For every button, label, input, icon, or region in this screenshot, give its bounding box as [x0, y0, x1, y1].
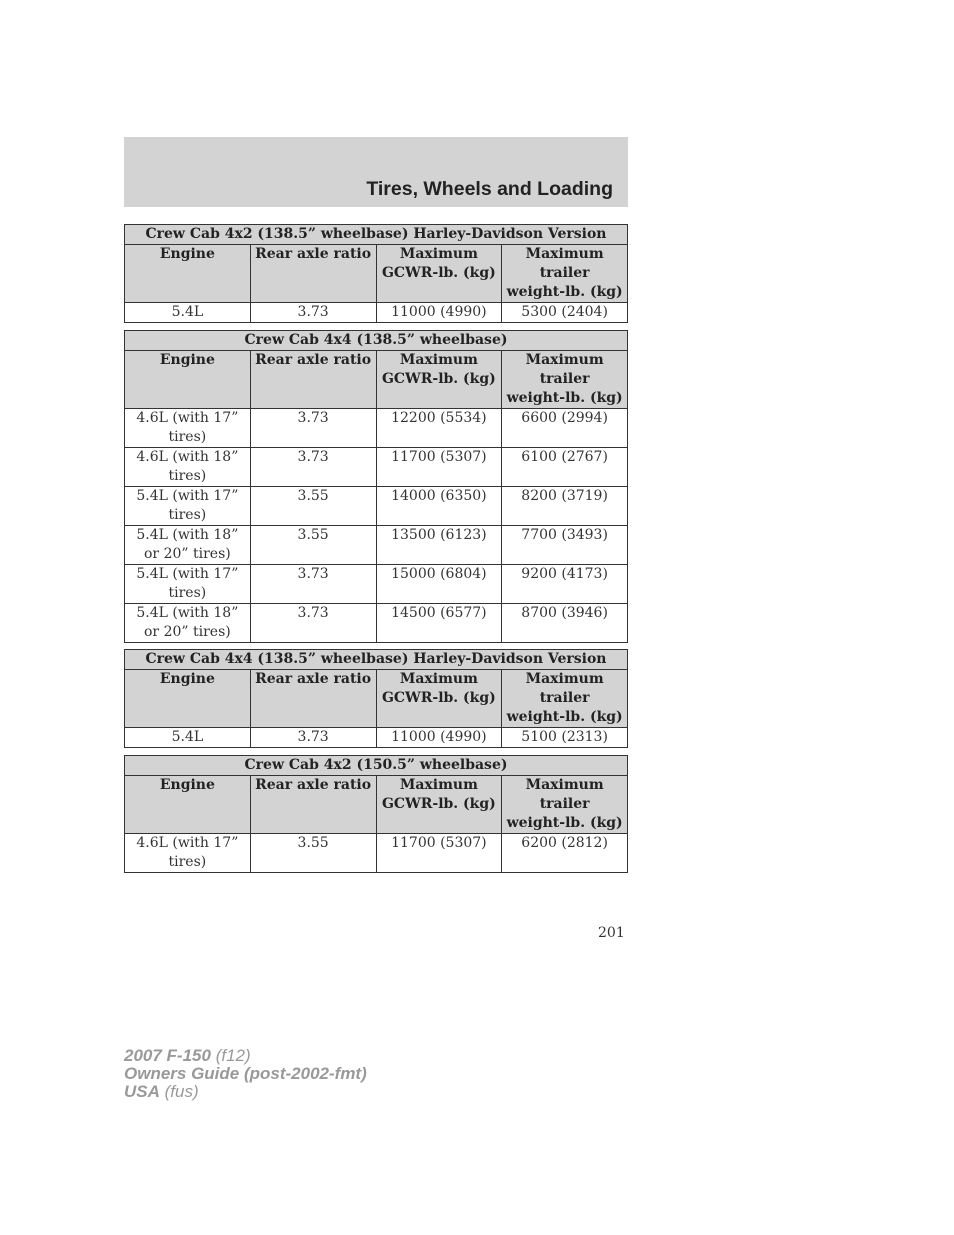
- section-header-band: [124, 137, 628, 207]
- header-trailer: Maximum trailer weight-lb. (kg): [502, 670, 628, 728]
- gcwr-cell: 11700 (5307): [376, 448, 502, 487]
- gcwr-cell: 12200 (5534): [376, 409, 502, 448]
- header-engine: Engine: [125, 776, 251, 834]
- header-gcwr: Maximum GCWR-lb. (kg): [376, 776, 502, 834]
- gcwr-cell: 14500 (6577): [376, 604, 502, 643]
- header-rear-axle: Rear axle ratio: [250, 776, 376, 834]
- header-trailer: Maximum trailer weight-lb. (kg): [502, 776, 628, 834]
- axle-cell: 3.55: [250, 526, 376, 565]
- trailer-cell: 8200 (3719): [502, 487, 628, 526]
- trailer-cell: 7700 (3493): [502, 526, 628, 565]
- table-row: [125, 526, 628, 565]
- table-row: [125, 728, 628, 748]
- trailer-cell: 5300 (2404): [502, 303, 628, 323]
- gcwr-cell: 14000 (6350): [376, 487, 502, 526]
- engine-cell: 5.4L (with 18” or 20” tires): [125, 604, 251, 643]
- table-caption: Crew Cab 4x4 (138.5” wheelbase) Harley-Davidson Version: [125, 650, 628, 670]
- gcwr-cell: 13500 (6123): [376, 526, 502, 565]
- table-row: [125, 448, 628, 487]
- header-rear-axle: Rear axle ratio: [250, 351, 376, 409]
- table-row: [125, 604, 628, 643]
- header-gcwr: Maximum GCWR-lb. (kg): [376, 351, 502, 409]
- footer-line-guide: Owners Guide (post-2002-fmt): [124, 1064, 367, 1083]
- table-caption: Crew Cab 4x2 (138.5” wheelbase) Harley-Davidson Version: [125, 225, 628, 245]
- footer-line-region: USA (fus): [124, 1082, 199, 1101]
- engine-cell: 5.4L (with 17” tires): [125, 565, 251, 604]
- axle-cell: 3.55: [250, 487, 376, 526]
- page-number: 201: [598, 925, 625, 941]
- trailer-cell: 5100 (2313): [502, 728, 628, 748]
- engine-cell: 4.6L (with 18” tires): [125, 448, 251, 487]
- trailer-cell: 6200 (2812): [502, 834, 628, 873]
- header-trailer: Maximum trailer weight-lb. (kg): [502, 245, 628, 303]
- axle-cell: 3.73: [250, 409, 376, 448]
- trailer-cell: 6100 (2767): [502, 448, 628, 487]
- table-row: [125, 303, 628, 323]
- axle-cell: 3.73: [250, 728, 376, 748]
- trailer-cell: 6600 (2994): [502, 409, 628, 448]
- axle-cell: 3.55: [250, 834, 376, 873]
- header-gcwr: Maximum GCWR-lb. (kg): [376, 245, 502, 303]
- table-row: [125, 487, 628, 526]
- spec-table-3: [124, 649, 628, 748]
- trailer-cell: 8700 (3946): [502, 604, 628, 643]
- trailer-cell: 9200 (4173): [502, 565, 628, 604]
- gcwr-cell: 11000 (4990): [376, 303, 502, 323]
- table-caption: Crew Cab 4x4 (138.5” wheelbase): [125, 331, 628, 351]
- spec-table-1: [124, 224, 628, 323]
- header-rear-axle: Rear axle ratio: [250, 245, 376, 303]
- engine-cell: 5.4L (with 18” or 20” tires): [125, 526, 251, 565]
- engine-cell: 4.6L (with 17” tires): [125, 409, 251, 448]
- axle-cell: 3.73: [250, 448, 376, 487]
- table-caption: Crew Cab 4x2 (150.5” wheelbase): [125, 756, 628, 776]
- engine-cell: 5.4L (with 17” tires): [125, 487, 251, 526]
- header-gcwr: Maximum GCWR-lb. (kg): [376, 670, 502, 728]
- axle-cell: 3.73: [250, 565, 376, 604]
- header-engine: Engine: [125, 351, 251, 409]
- table-row: [125, 834, 628, 873]
- gcwr-cell: 11000 (4990): [376, 728, 502, 748]
- table-row: [125, 409, 628, 448]
- header-engine: Engine: [125, 670, 251, 728]
- engine-cell: 5.4L: [125, 728, 251, 748]
- engine-cell: 4.6L (with 17” tires): [125, 834, 251, 873]
- gcwr-cell: 11700 (5307): [376, 834, 502, 873]
- header-engine: Engine: [125, 245, 251, 303]
- axle-cell: 3.73: [250, 303, 376, 323]
- header-rear-axle: Rear axle ratio: [250, 670, 376, 728]
- table-row: [125, 565, 628, 604]
- header-trailer: Maximum trailer weight-lb. (kg): [502, 351, 628, 409]
- spec-table-4: [124, 755, 628, 873]
- spec-table-2: [124, 330, 628, 643]
- gcwr-cell: 15000 (6804): [376, 565, 502, 604]
- footer-line-model: 2007 F-150 (f12): [124, 1046, 251, 1065]
- section-title: Tires, Wheels and Loading: [366, 178, 613, 200]
- engine-cell: 5.4L: [125, 303, 251, 323]
- document-footer: [124, 1047, 367, 1101]
- axle-cell: 3.73: [250, 604, 376, 643]
